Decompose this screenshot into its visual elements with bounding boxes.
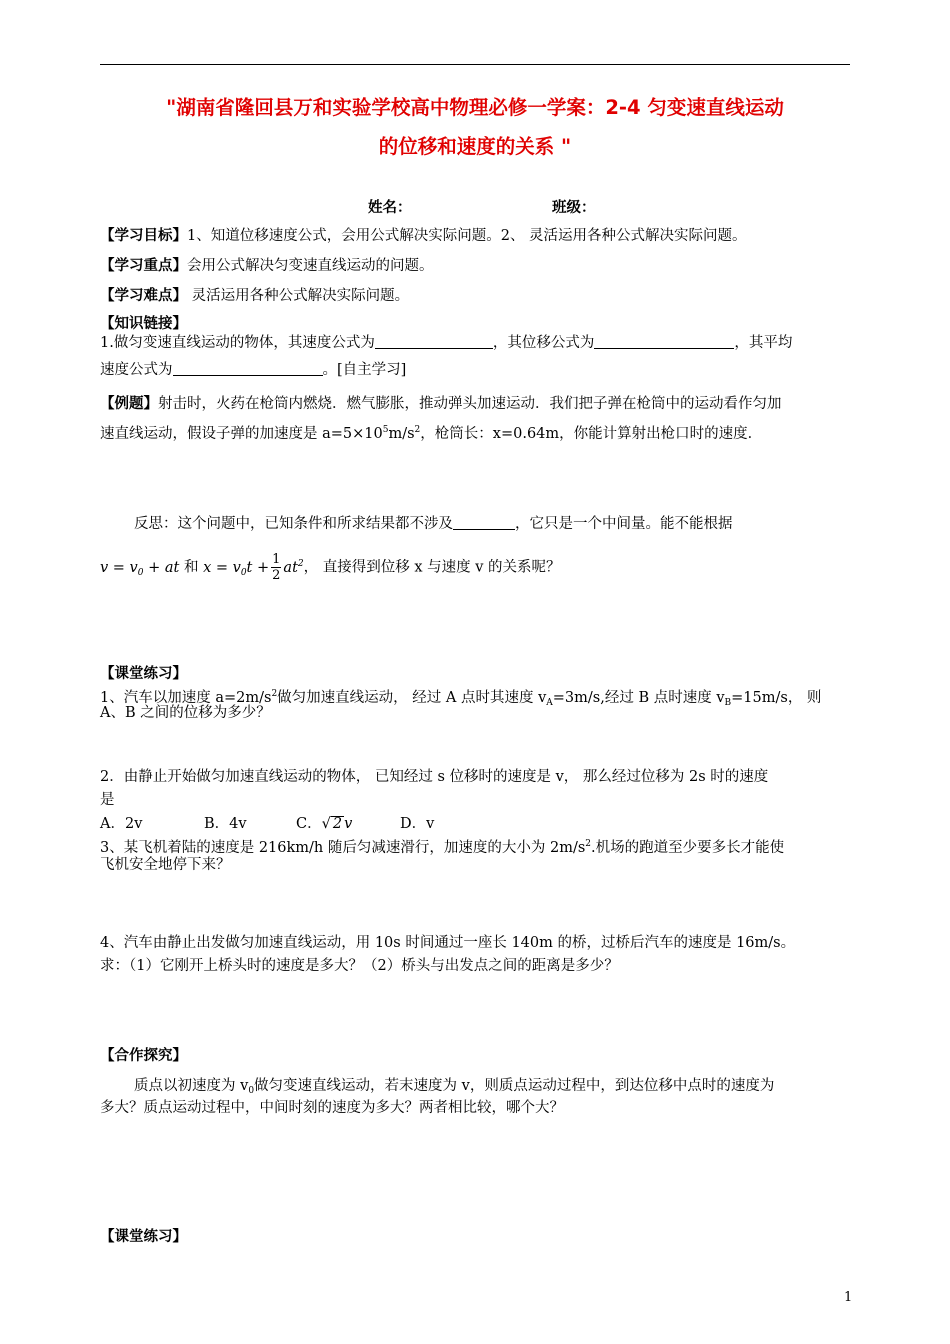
practice-4-line-1: 4、汽车由静止出发做匀加速直线运动，用 10s 时间通过一座长 140m 的桥，过桥后汽车的速度是 16m/s。 xyxy=(100,935,796,951)
class-label: 班级： xyxy=(552,200,596,216)
blank-velocity-formula[interactable] xyxy=(375,332,493,349)
learning-goal xyxy=(100,226,855,246)
p1-sub-b: B xyxy=(724,698,732,708)
formula-displacement xyxy=(203,552,304,583)
option-d: D．v xyxy=(400,816,435,832)
difficulty-text: 灵活运用各种公式解决实际问题。 xyxy=(187,288,410,304)
knowledge-q1-text-e: 。[自主学习] xyxy=(322,362,407,378)
practice-1-line-2: A、B 之间的位移为多少？ xyxy=(100,705,271,721)
name-label: 姓名： xyxy=(368,200,412,216)
option-a: A．2v xyxy=(100,816,143,832)
sqrt-radicand: 2 xyxy=(332,816,343,832)
formula-v-rest: + at xyxy=(143,559,180,576)
blank-average-velocity-formula[interactable] xyxy=(173,359,323,376)
blank-reflection[interactable] xyxy=(453,513,515,530)
learning-key xyxy=(100,256,855,276)
fraction-numerator: 1 xyxy=(272,552,281,567)
blank-displacement-formula[interactable] xyxy=(594,332,734,349)
reflection-line-1 xyxy=(134,513,889,534)
practice-label: 【课堂练习】 xyxy=(100,666,187,682)
example-label: 【例题】 xyxy=(100,396,158,412)
formula-v-main: v = v xyxy=(100,559,138,576)
p1-text-d: =15m/s， 则 xyxy=(731,690,822,706)
knowledge-label: 【知识链接】 xyxy=(100,316,187,332)
learning-difficulty xyxy=(100,286,855,306)
example-line-2 xyxy=(100,420,855,444)
formula-x-rest: at xyxy=(283,559,298,576)
formula-v-sub: 0 xyxy=(137,567,144,578)
knowledge-q1-text-c: ，其平均 xyxy=(734,335,793,351)
example-exponent-2: 2 xyxy=(414,425,421,435)
practice-4-line-2: 求：（1）它刚开上桥头时的速度是多大？（2）桥头与出发点之间的距离是多少？ xyxy=(100,958,619,974)
practice-2-label: 【课堂练习】 xyxy=(100,1229,187,1245)
p1-exp: 2 xyxy=(271,689,278,699)
cooperation-line-2: 多大？质点运动过程中，中间时刻的速度为多大？两者相比较，哪个大？ xyxy=(100,1100,564,1116)
example-text-2a: 速直线运动，假设子弹的加速度是 a=5×10 xyxy=(100,426,383,442)
title-line-1: "湖南省隆回县万和实验学校高中物理必修一学案：2-4 匀变速直线运动 xyxy=(166,96,784,119)
coop-sub-0: 0 xyxy=(248,1086,255,1096)
reflection-text-2: ， 直接得到位移 x 与速度 v 的关系呢？ xyxy=(303,559,561,576)
example-text-2b: m/s xyxy=(388,426,415,442)
p1-sub-a: A xyxy=(546,698,553,708)
knowledge-q1-text-a: 1.做匀变速直线运动的物体，其速度公式为 xyxy=(100,335,375,351)
key-text: 会用公式解决匀变速直线运动的问题。 xyxy=(187,258,434,274)
example-line-1 xyxy=(100,394,855,414)
formula-velocity xyxy=(100,560,179,576)
p3-text-a: 3、某飞机着陆的速度是 216km/h 随后匀减速滑行，加速度的大小为 2m/s xyxy=(100,840,586,856)
option-b: B．4v xyxy=(204,816,247,832)
example-text-1: 射击时，火药在枪筒内燃烧．燃气膨胀，推动弹头加速运动．我们把子弹在枪筒中的运动看作匀加 xyxy=(158,396,782,412)
top-rule xyxy=(100,64,850,65)
fraction-denominator: 2 xyxy=(272,568,281,583)
practice-2-line-1: 2．由静止开始做匀加速直线运动的物体， 已知经过 s 位移时的速度是 v， 那么经过位移为 2s 时的速度 xyxy=(100,769,769,785)
title-line-2: 的位移和速度的关系 " xyxy=(378,135,572,158)
goal-label: 【学习目标】 xyxy=(100,228,187,244)
formula-x-t: t + xyxy=(246,559,270,576)
formula-x-sub: 0 xyxy=(240,567,247,578)
practice-3-line-2: 飞机安全地停下来？ xyxy=(100,857,231,873)
practice-2-options xyxy=(100,814,855,834)
coop-text-b: 做匀变速直线运动，若末速度为 v，则质点运动过程中，到达位移中点时的速度为 xyxy=(254,1078,775,1094)
knowledge-q1-line2 xyxy=(100,359,855,380)
example-exponent-5: 5 xyxy=(382,425,389,435)
reflection-line-2 xyxy=(100,552,855,583)
knowledge-q1-line1 xyxy=(100,332,855,353)
coop-text-a: 质点以初速度为 v xyxy=(134,1078,249,1094)
reflection-text-1b: ，它只是一个中间量。能不能根据 xyxy=(515,516,733,532)
example-text-2c: ，枪筒长：x=0.64m，你能计算射出枪口时的速度． xyxy=(420,426,763,442)
p1-text-a: 1、汽车以加速度 a=2m/s xyxy=(100,690,272,706)
cooperation-label: 【合作探究】 xyxy=(100,1048,187,1064)
option-c-label: C． xyxy=(296,816,322,832)
p3-text-b: .机场的跑道至少要多长才能使 xyxy=(591,840,785,856)
formula-x-exp: 2 xyxy=(297,558,304,569)
reflection-text-1a: 反思：这个问题中，已知条件和所求结果都不涉及 xyxy=(134,516,453,532)
p3-exp: 2 xyxy=(585,839,592,849)
practice-2-line-2: 是 xyxy=(100,792,115,808)
knowledge-q1-text-b: ，其位移公式为 xyxy=(492,335,595,351)
goal-text: 1、知道位移速度公式，会用公式解决实际问题。2、 灵活运用各种公式解决实际问题。 xyxy=(187,228,747,244)
fraction-one-half xyxy=(271,552,281,583)
page-number: 1 xyxy=(844,1290,853,1305)
difficulty-label: 【学习难点】 xyxy=(100,288,187,304)
option-c xyxy=(296,814,400,834)
formula-x-main: x = v xyxy=(203,559,241,576)
p1-text-c: =3m/s,经过 B 点时速度 v xyxy=(552,690,725,706)
reflection-and: 和 xyxy=(183,559,199,576)
key-label: 【学习重点】 xyxy=(100,258,187,274)
knowledge-q1-text-d: 速度公式为 xyxy=(100,362,173,378)
option-c-v: v xyxy=(344,816,353,832)
p1-text-b: 做匀加速直线运动， 经过 A 点时其速度 v xyxy=(277,690,547,706)
sqrt-symbol: √ xyxy=(321,816,331,832)
